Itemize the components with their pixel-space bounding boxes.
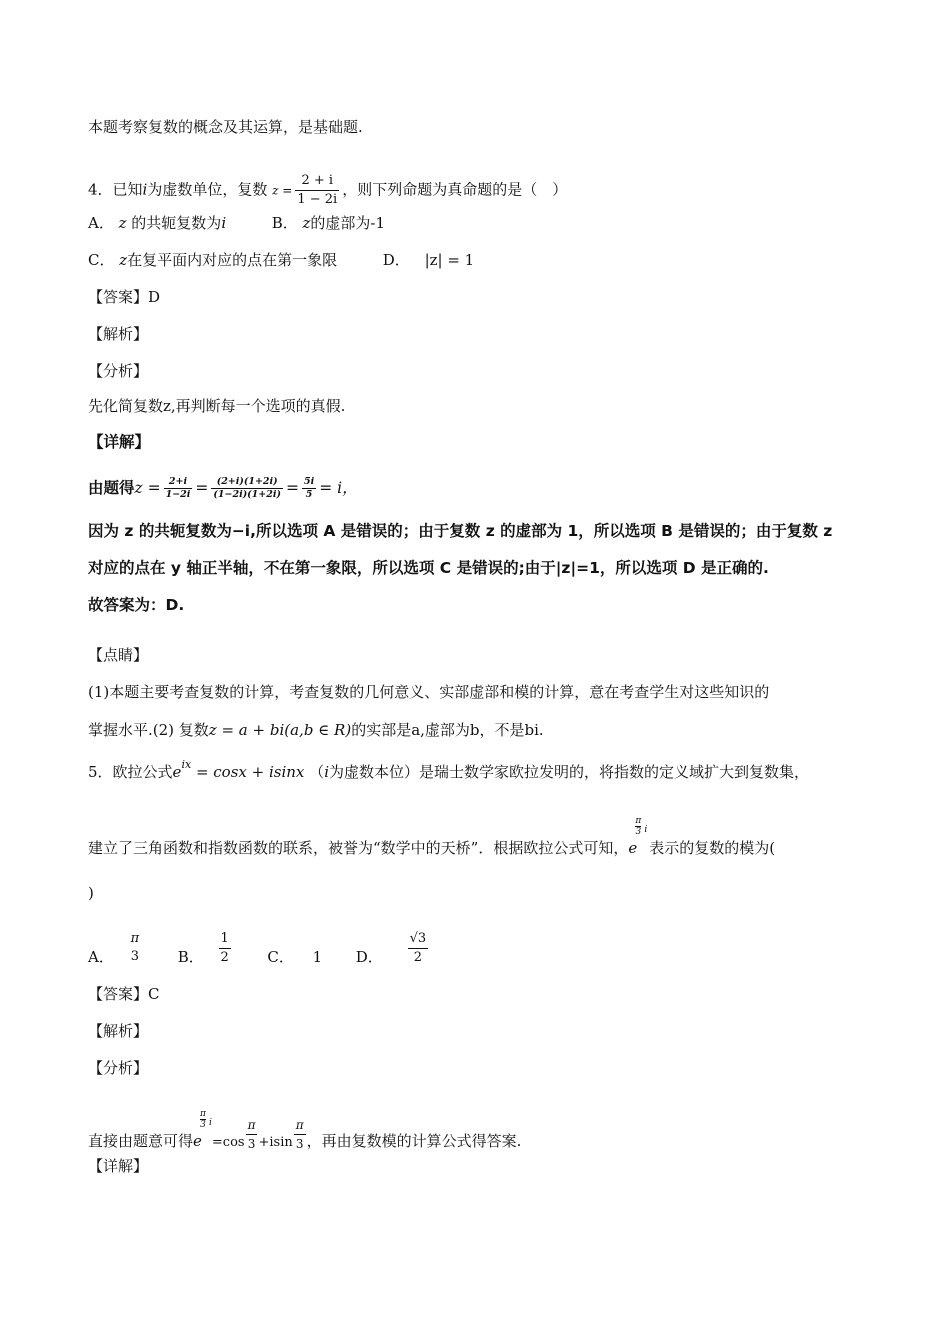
q5-stem-2: 建立了三角函数和指数函数的联系，被誉为“数学中的天桥”．根据欧拉公式可知，e π 3 i 表示的复数的模为( <box>88 816 776 857</box>
q5-fenxi-text: 直接由题意可得e π 3 i =cos $\frac{\pi}{3}$ +isin $\frac{\pi}{3}$ ，再由复数模的计算公式得答案. <box>88 1109 522 1151</box>
q4-xiangjie: 【详解】 <box>88 433 151 451</box>
q4-derivation: 由题得z = $\frac{2+i}{1-2i}$ = $\frac{(2+i)(1+2i)}{(1-2i)(1+2i)}$ = $\frac{5i}{5}$ = i， <box>88 476 358 500</box>
q4-dianjing: 【点睛】 <box>88 646 149 664</box>
q5-stem-1: 5．欧拉公式$e^{ix} = \cos x + isinx$ （i为虚数本位）是瑞士数学家欧拉发明的，将指数的定义域扩大到复数集， <box>88 758 810 781</box>
q5-xiangjie: 【详解】 <box>88 1157 149 1175</box>
intro-text: 本题考察复数的概念及其运算，是基础题. <box>88 118 363 136</box>
q5-answer: 【答案】C <box>88 985 160 1003</box>
z-equals: z = <box>272 183 293 198</box>
imag-unit-i: i <box>142 180 148 199</box>
q4-conclusion: 故答案为：D. <box>88 596 185 614</box>
q5-options: A． π 3 B． $\frac{1}{2}$ C． 1 D． $\frac{√3}{2}$ <box>88 931 427 966</box>
q5-fenxi: 【分析】 <box>88 1059 149 1077</box>
q5-jiexi: 【解析】 <box>88 1022 149 1040</box>
z-fraction: $\frac{2 + i}{1 - 2i}$ <box>297 173 338 207</box>
q4-note-2: 掌握水平.(2) 复数z = a + bi(a,b ∈ R)的实部是a,虚部为b，不是bi. <box>88 721 544 739</box>
q4-answer: 【答案】D <box>88 288 161 306</box>
q4-explain-2: 对应的点在 y 轴正半轴，不在第一象限，所以选项 C 是错误的;由于|z|=1，所以选项 D 是正确的. <box>88 559 769 577</box>
q4-fenxi: 【分析】 <box>88 362 149 380</box>
q4-explain-1: 因为 z 的共轭复数为−i,所以选项 A 是错误的；由于复数 z 的虚部为 1，所以选项 B 是错误的；由于复数 z <box>88 522 833 540</box>
q4-fenxi-text: 先化简复数z,再判断每一个选项的真假. <box>88 397 346 415</box>
euler-exp-pi3i: e π 3 i <box>628 816 648 857</box>
q4-jiexi: 【解析】 <box>88 325 149 343</box>
q4-note-1: (1)本题主要考查复数的计算，考查复数的几何意义、实部虚部和模的计算，意在考查学生对这些知识的 <box>88 683 770 701</box>
q4-stem: 4．已知i为虚数单位，复数 z = $\frac{2 + i}{1 - 2i}$ ，则下列命题为真命题的是（ ） <box>88 173 568 207</box>
q4-options-cd: C． z在复平面内对应的点在第一象限 D． |z| = 1 <box>88 251 475 269</box>
q5-stem-3: ) <box>88 884 94 902</box>
q4-options-ab: A． z 的共轭复数为i B． z的虚部为-1 <box>88 214 386 232</box>
